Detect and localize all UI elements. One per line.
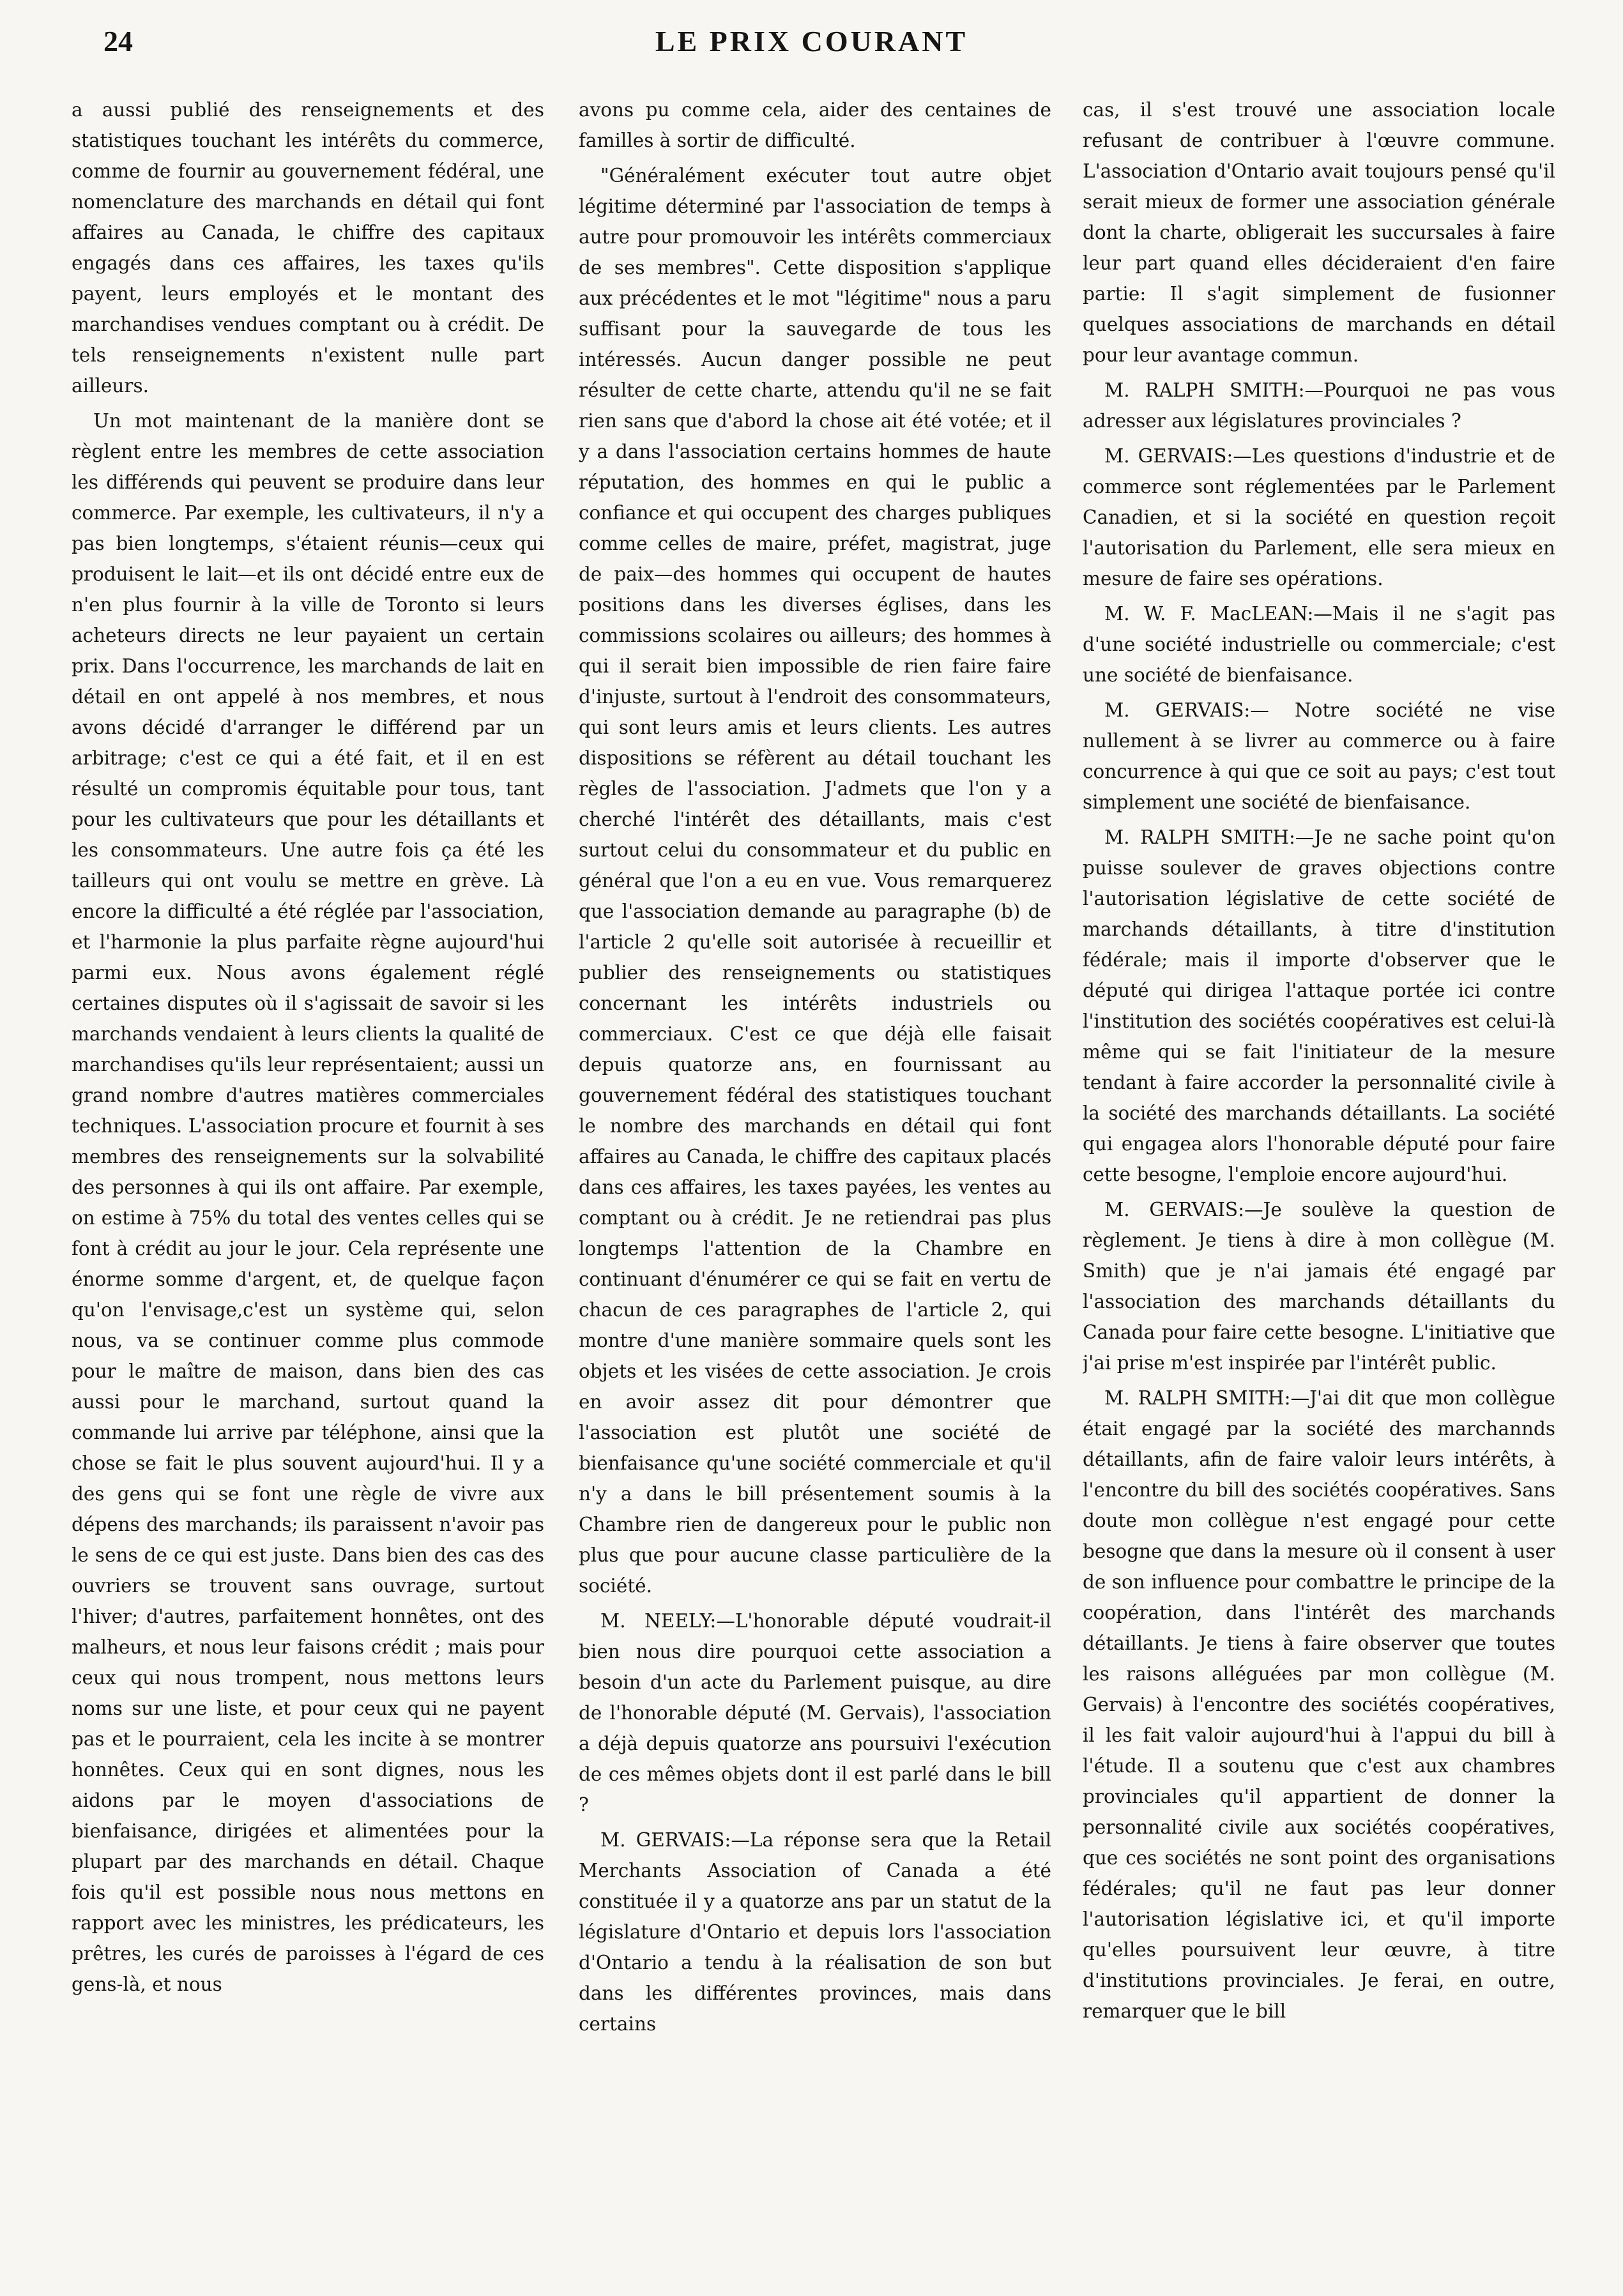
column-2-paragraph-2: "Généralément exécuter tout autre objet légitime déterminé par l'association de temps à autre pour promouvoir les intérêts commerciaux de ses membres". Cette disposition s'applique aux précédentes et le mot "légitime" nous a paru suffisant pour la sauvegarde de tous les intéressés. Aucun danger possible ne peut résulter de cette charte, attendu qu'il ne se fait rien sans que d'abord la chose ait été votée; et il y a dans l'association certains hommes de haute réputation, des hommes en qui le public a confiance et qui occupent des charges publiques comme celles de maire, préfet, magistrat, juge de paix—des hommes qui occupent de hautes positions dans les diverses églises, dans les commissions scolaires ou ailleurs; des hommes à qui il serait bien impossible de rien faire faire d'injuste, surtout à l'endroit des consommateurs, qui sont leurs amis et leurs clients. Les autres dispositions se réfèrent au détail touchant les règles de l'association. J'admets que l'on y a cherché l'intérêt des détaillants, mais c'est surtout celui du consommateur et du public en général que l'on a eu en vue. Vous remarquerez que l'association demande au paragraphe (b) de l'article 2 qu'elle soit autorisée à recueillir et publier des renseignements ou statistiques concernant les intérêts industriels ou commerciaux. C'est ce que déjà elle faisait depuis quatorze ans, en fournissant au gouvernement fédéral des statistiques touchant le nombre des marchands en détail qui font affaires au Canada, le chiffre des capitaux placés dans ces affaires, les taxes payées, les ventes au comptant ou à crédit. Je ne retiendrai pas plus longtemps l'attention de la Chambre en continuant d'énumérer ce qui se fait en vertu de chacun de ces paragraphes de l'article 2, qui montre d'une manière sommaire quels sont les objets et les visées de cette association. Je crois en avoir assez dit pour démontrer que l'association est plutôt une société de bienfaisance qu'une société commerciale et qu'il n'y a dans le bill présentement soumis à la Chambre rien de dangereux pour le public non plus que pour aucune classe particulière de la société. [579, 165, 1051, 1597]
text-column-1 [72, 95, 544, 2279]
page-header [0, 24, 1623, 69]
column-3-paragraph-3: M. GERVAIS:—Les questions d'industrie et de commerce sont réglementées par le Parlement Canadien, et si la société en question reçoit l'autorisation du Parlement, elle sera mieux en mesure de faire ses opérations. [1083, 445, 1555, 589]
column-3-paragraph-7: M. GERVAIS:—Je soulève la question de règlement. Je tiens à dire à mon collègue (M. Smith) que je n'ai jamais été engagé par l'association des marchands détaillants du Canada pour faire cette besogne. L'initiative que j'ai prise m'est inspirée par l'intérêt public. [1083, 1199, 1555, 1374]
column-3-paragraph-5: M. GERVAIS:— Notre société ne vise nullement à se livrer au commerce ou à faire concurrence à qui que ce soit au pays; c'est tout simplement une société de bienfaisance. [1083, 699, 1555, 813]
column-2-paragraph-4: M. GERVAIS:—La réponse sera que la Retail Merchants Association of Canada a été constituée il y a quatorze ans par un statut de la législature d'Ontario et depuis lors l'association d'Ontario a tendu à la réalisation de son but dans les différentes provinces, mais dans certains [579, 1829, 1051, 2035]
column-1-paragraph-2: Un mot maintenant de la manière dont se règlent entre les membres de cette association les différends qui peuvent se produire dans leur commerce. Par exemple, les cultivateurs, il n'y a pas bien longtemps, s'étaient réunis—ceux qui produisent le lait—et ils ont décidé entre eux de n'en plus fournir à la ville de Toronto si leurs acheteurs directs ne leur payaient un certain prix. Dans l'occurrence, les marchands de lait en détail en ont appelé à nos membres, et nous avons décidé d'arranger le différend par un arbitrage; c'est ce qui a été fait, et il en est résulté un compromis équitable pour tous, tant pour les cultivateurs que pour les détaillants et les consommateurs. Une autre fois ça été les tailleurs qui ont voulu se mettre en grève. Là encore la difficulté a été réglée par l'association, et l'harmonie la plus parfaite règne aujourd'hui parmi eux. Nous avons également réglé certaines disputes où il s'agissait de savoir si les marchands vendaient à leurs clients la qualité de marchandises qu'ils leur représentaient; aussi un grand nombre d'autres matières commerciales techniques. L'association procure et fournit à ses membres des renseignements sur la solvabilité des personnes à qui ils ont affaire. Par exemple, on estime à 75% du total des ventes celles qui se font à crédit au jour le jour. Cela représente une énorme somme d'argent, et, de quelque façon qu'on l'envisage,c'est un système qui, selon nous, va se continuer comme plus commode pour le maître de maison, dans bien des cas aussi pour le marchand, surtout quand la commande lui arrive par téléphone, ainsi que la chose se fait le plus souvent aujourd'hui. Il y a des gens qui se font une règle de vivre aux dépens des marchands; ils paraissent n'avoir pas le sens de ce qui est juste. Dans bien des cas des ouvriers se trouvent sans ouvrage, surtout l'hiver; d'autres, parfaitement honnêtes, ont des malheurs, et nous leur faisons crédit ; mais pour ceux qui nous trompent, nous mettons leurs noms sur une liste, et pour ceux qui ne payent pas et le pourraient, cela les incite à se montrer honnêtes. Ceux qui en sont dignes, nous les aidons par le moyen d'associations de bienfaisance, dirigées et alimentées pour la plupart par des marchands en détail. Chaque fois qu'il est possible nous nous mettons en rapport avec les ministres, les prédicateurs, les prêtres, les curés de paroisses à l'égard de ces gens-là, et nous [72, 410, 544, 1995]
column-3-paragraph-8: M. RALPH SMITH:—J'ai dit que mon collègue était engagé par la société des marchannds détaillants, afin de faire valoir leurs intérêts, à l'encontre du bill des sociétés coopératives. Sans doute mon collègue n'est engagé pour cette besogne que dans la mesure où il consent à user de son influence pour combattre le principe de la coopération, dans l'intérêt des marchands détaillants. Je tiens à faire observer que toutes les raisons alléguées par mon collègue (M. Gervais) à l'encontre des sociétés coopératives, il les fait valoir aujourd'hui à l'appui du bill à l'étude. Il a soutenu que c'est aux chambres provinciales qu'il appartient de donner la personnalité civile aux sociétés coopératives, que ces sociétés ne sont point des organisations fédérales; qu'il ne faut pas leur donner l'autorisation législative ici, et qu'il importe qu'elles poursuivent leur œuvre, à titre d'institutions provinciales. Je ferai, en outre, remarquer que le bill [1083, 1387, 1555, 2022]
column-3-paragraph-2: M. RALPH SMITH:—Pourquoi ne pas vous adresser aux législatures provinciales ? [1083, 379, 1555, 432]
column-2-paragraph-3: M. NEELY:—L'honorable député voudrait-il bien nous dire pourquoi cette association a besoin d'un acte du Parlement puisque, au dire de l'honorable député (M. Gervais), l'association a déjà depuis quatorze ans poursuivi l'exécution de ces mêmes objets dont il est parlé dans le bill ? [579, 1610, 1051, 1816]
journal-title: LE PRIX COURANT [655, 25, 968, 57]
column-3-paragraph-4: M. W. F. MacLEAN:—Mais il ne s'agit pas d'une société industrielle ou commerciale; c'est une société de bienfaisance. [1083, 603, 1555, 686]
column-3-paragraph-6: M. RALPH SMITH:—Je ne sache point qu'on puisse soulever de graves objections contre l'autorisation législative de cette société de marchands détaillants, à titre d'institution fédérale; mais il importe d'observer que le député qui dirigea l'attaque portée ici contre l'institution des sociétés coopératives est celui-là même qui se fait l'initiateur de la mesure tendant à faire accorder la personnalité civile à la société des marchands détaillants. La société qui engagea alors l'honorable député pour faire cette besogne, l'emploie encore aujourd'hui. [1083, 826, 1555, 1185]
text-column-2 [579, 95, 1051, 2279]
column-2-paragraph-1: avons pu comme cela, aider des centaines de familles à sortir de difficulté. [579, 99, 1051, 151]
text-column-3 [1083, 95, 1555, 2279]
page-number: 24 [103, 25, 133, 57]
column-3-paragraph-1: cas, il s'est trouvé une association locale refusant de contribuer à l'œuvre commune. L'association d'Ontario avait toujours pensé qu'il serait mieux de former une association générale dont la charte, obligerait les succursales à faire leur part quand elles décideraient d'en faire partie: Il s'agit simplement de fusionner quelques associations de marchands en détail pour leur avantage commun. [1083, 99, 1555, 366]
column-1-paragraph-1: a aussi publié des renseignements et des statistiques touchant les intérêts du commerce, comme de fournir au gouvernement fédéral, une nomenclature des marchands en détail qui font affaires au Canada, le chiffre des capitaux engagés dans ces affaires, les taxes qu'ils payent, leurs employés et le montant des marchandises vendues comptant ou à crédit. De tels renseignements n'existent nulle part ailleurs. [72, 99, 544, 397]
